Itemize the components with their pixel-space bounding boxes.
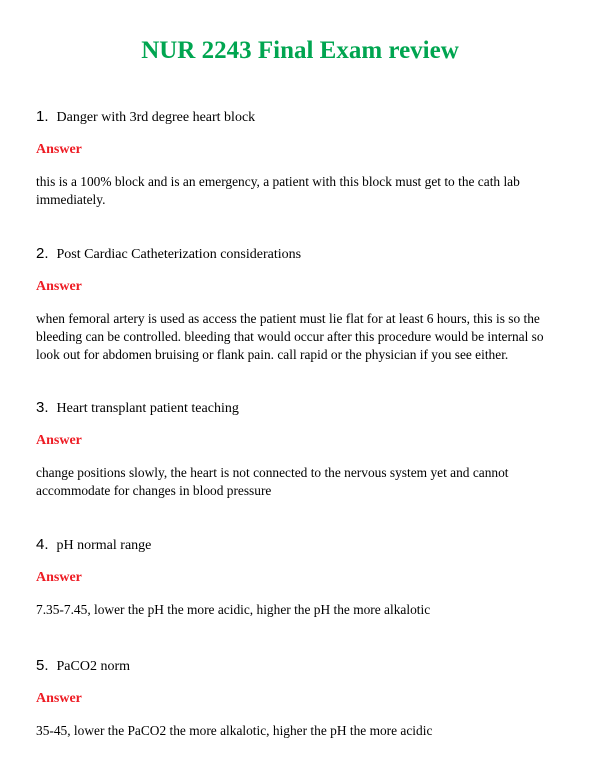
qa-item-5 xyxy=(36,657,564,740)
qa-item-1 xyxy=(36,108,564,209)
answer-text: when femoral artery is used as access the patient must lie flat for at least 6 hours, this is so the bleeding can be controlled. bleeding that would occur after this procedure would be internal so look out for abdomen bruising or flank pain. call rapid or the physician if you see either. xyxy=(36,311,544,362)
qa-item-2 xyxy=(36,245,564,364)
question-number: 4. xyxy=(36,536,49,553)
question-text: Danger with 3rd degree heart block xyxy=(56,110,256,125)
question-number: 5. xyxy=(36,657,49,674)
answer-label: Answer xyxy=(36,279,82,294)
page-title: NUR 2243 Final Exam review xyxy=(141,37,459,64)
answer-text: 7.35-7.45, lower the pH the more acidic, higher the pH the more alkalotic xyxy=(36,602,431,617)
question-number: 3. xyxy=(36,399,49,416)
answer-text: this is a 100% block and is an emergency, a patient with this block must get to the cath lab immediately. xyxy=(36,174,520,207)
question-text: Heart transplant patient teaching xyxy=(56,401,239,416)
answer-label: Answer xyxy=(36,433,82,448)
answer-label: Answer xyxy=(36,691,82,706)
question xyxy=(36,657,564,676)
question-text: pH normal range xyxy=(56,538,152,553)
question xyxy=(36,108,564,127)
question-text: PaCO2 norm xyxy=(56,659,131,674)
answer-text: change positions slowly, the heart is not connected to the nervous system yet and cannot accommodate for changes in blood pressure xyxy=(36,465,509,498)
answer-label: Answer xyxy=(36,570,82,585)
answer-text: 35-45, lower the PaCO2 the more alkalotic, higher the pH the more acidic xyxy=(36,723,433,738)
question xyxy=(36,399,564,418)
question-number: 1. xyxy=(36,108,49,125)
question xyxy=(36,536,564,555)
question-text: Post Cardiac Catheterization considerations xyxy=(56,247,302,262)
question xyxy=(36,245,564,264)
qa-item-4 xyxy=(36,536,564,619)
answer-label: Answer xyxy=(36,142,82,157)
question-number: 2. xyxy=(36,245,49,262)
qa-item-3 xyxy=(36,399,564,500)
